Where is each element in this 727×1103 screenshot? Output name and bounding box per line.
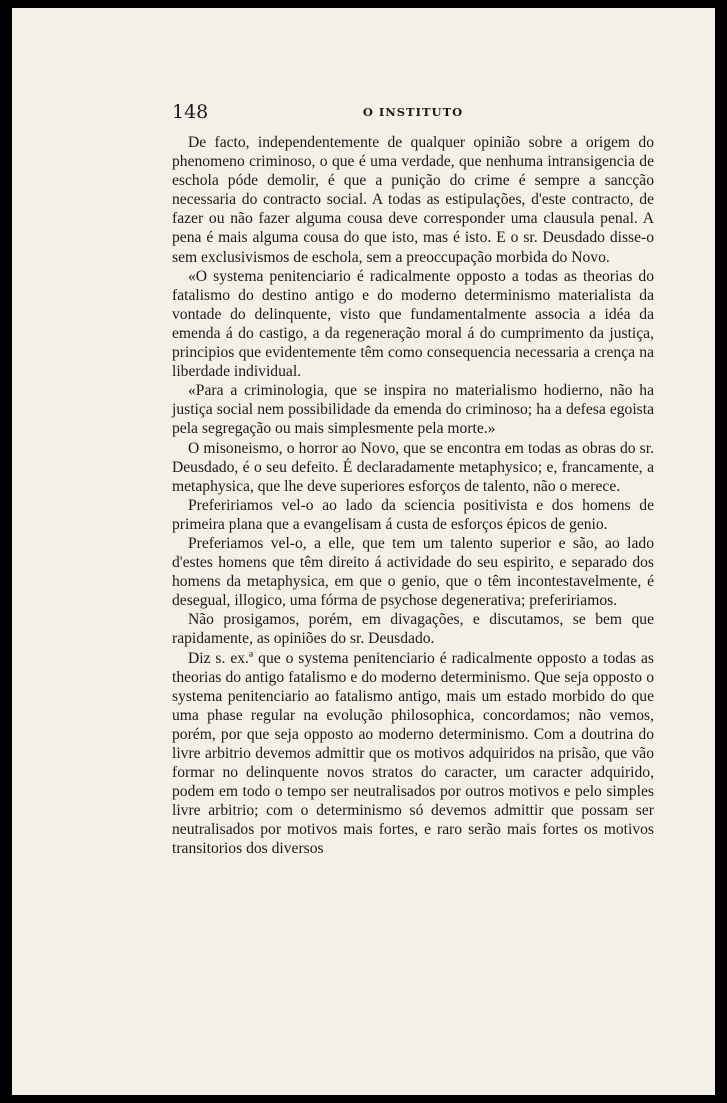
paragraph: De facto, independentemente de qualquer opinião sobre a origem do phenomeno criminoso, o que é uma verdade, que nenhuma intransigencia de eschola póde demolir, é que a punição do crime é sempre a sancção necessaria do contracto social. A todas as estipulações, d'este contracto, de fazer ou não fazer alguma cousa deve corresponder uma clausula penal. A pena é mais alguma cousa do que isto, mas é isto. E o sr. Deusdado disse-o sem exclusivismos de eschola, sem a preoccupação morbida do Novo. (172, 134, 654, 266)
body-text (172, 133, 654, 859)
paragraph: O misoneismo, o horror ao Novo, que se encontra em todas as obras do sr. Deusdado, é o seu defeito. É declaradamente metaphysico; e, francamente, a metaphysica, que lhe deve superiores esforços de talento, não o merece. (172, 439, 654, 495)
running-title: O INSTITUTO (362, 105, 464, 119)
paragraph: Prefeririamos vel-o ao lado da sciencia positivista e dos homens de primeira plana que a evangelisam á custa de esforços épicos de genio. (172, 496, 654, 533)
book-page (12, 8, 715, 1095)
paragraph: «O systema penitenciario é radicalmente opposto a todas as theorias do fatalismo do destino antigo e do moderno determinismo materialista da vontade do delinquente, visto que fundamentalmente associa a idéa da emenda á do castigo, a da regeneração moral á do cumprimento da justiça, principios que evidentemente têm como consequencia necessaria a crença na liberdade individual. (172, 267, 654, 381)
paragraph: Diz s. ex.ª que o systema penitenciario é radicalmente opposto a todas as theorias do antigo fatalismo e do moderno determinismo. Que seja opposto o systema penitenciario ao fatalismo antigo, mais um estado morbido do que uma phase regular na evolução philosophica, concordamos; não vemos, porém, por que seja opposto ao moderno determinismo. Com a doutrina do livre arbitrio devemos admittir que os motivos adquiridos na prisão, que vão formar no delinquente novos stratos do caracter, um caracter adquirido, podem em todo o tempo ser neutralisados por outros motivos e pelo simples livre arbitrio; com o determinismo só devemos admittir que possam ser neutralisados por motivos mais fortes, e raro serão mais fortes os motivos transitorios dos diversos (172, 649, 654, 858)
paragraph: Preferiamos vel-o, a elle, que tem um talento superior e são, ao lado d'estes homens que têm direito á actividade do seu espirito, e separado dos homens da metaphysica, em que o genio, que o têm incontestavelmente, é desegual, illogico, uma fórma de psychose degenerativa; prefeririamos. (172, 534, 654, 610)
paragraph: «Para a criminologia, que se inspira no materialismo hodierno, não ha justiça social nem possibilidade da emenda do criminoso; ha a defesa egoista pela segregação ou mais simplesmente pela morte.» (172, 382, 654, 438)
paragraph: Não prosigamos, porém, em divagações, e discutamos, se bem que rapidamente, as opiniões do sr. Deusdado. (172, 611, 654, 648)
page-header (172, 101, 654, 125)
page-number: 148 (172, 101, 209, 123)
